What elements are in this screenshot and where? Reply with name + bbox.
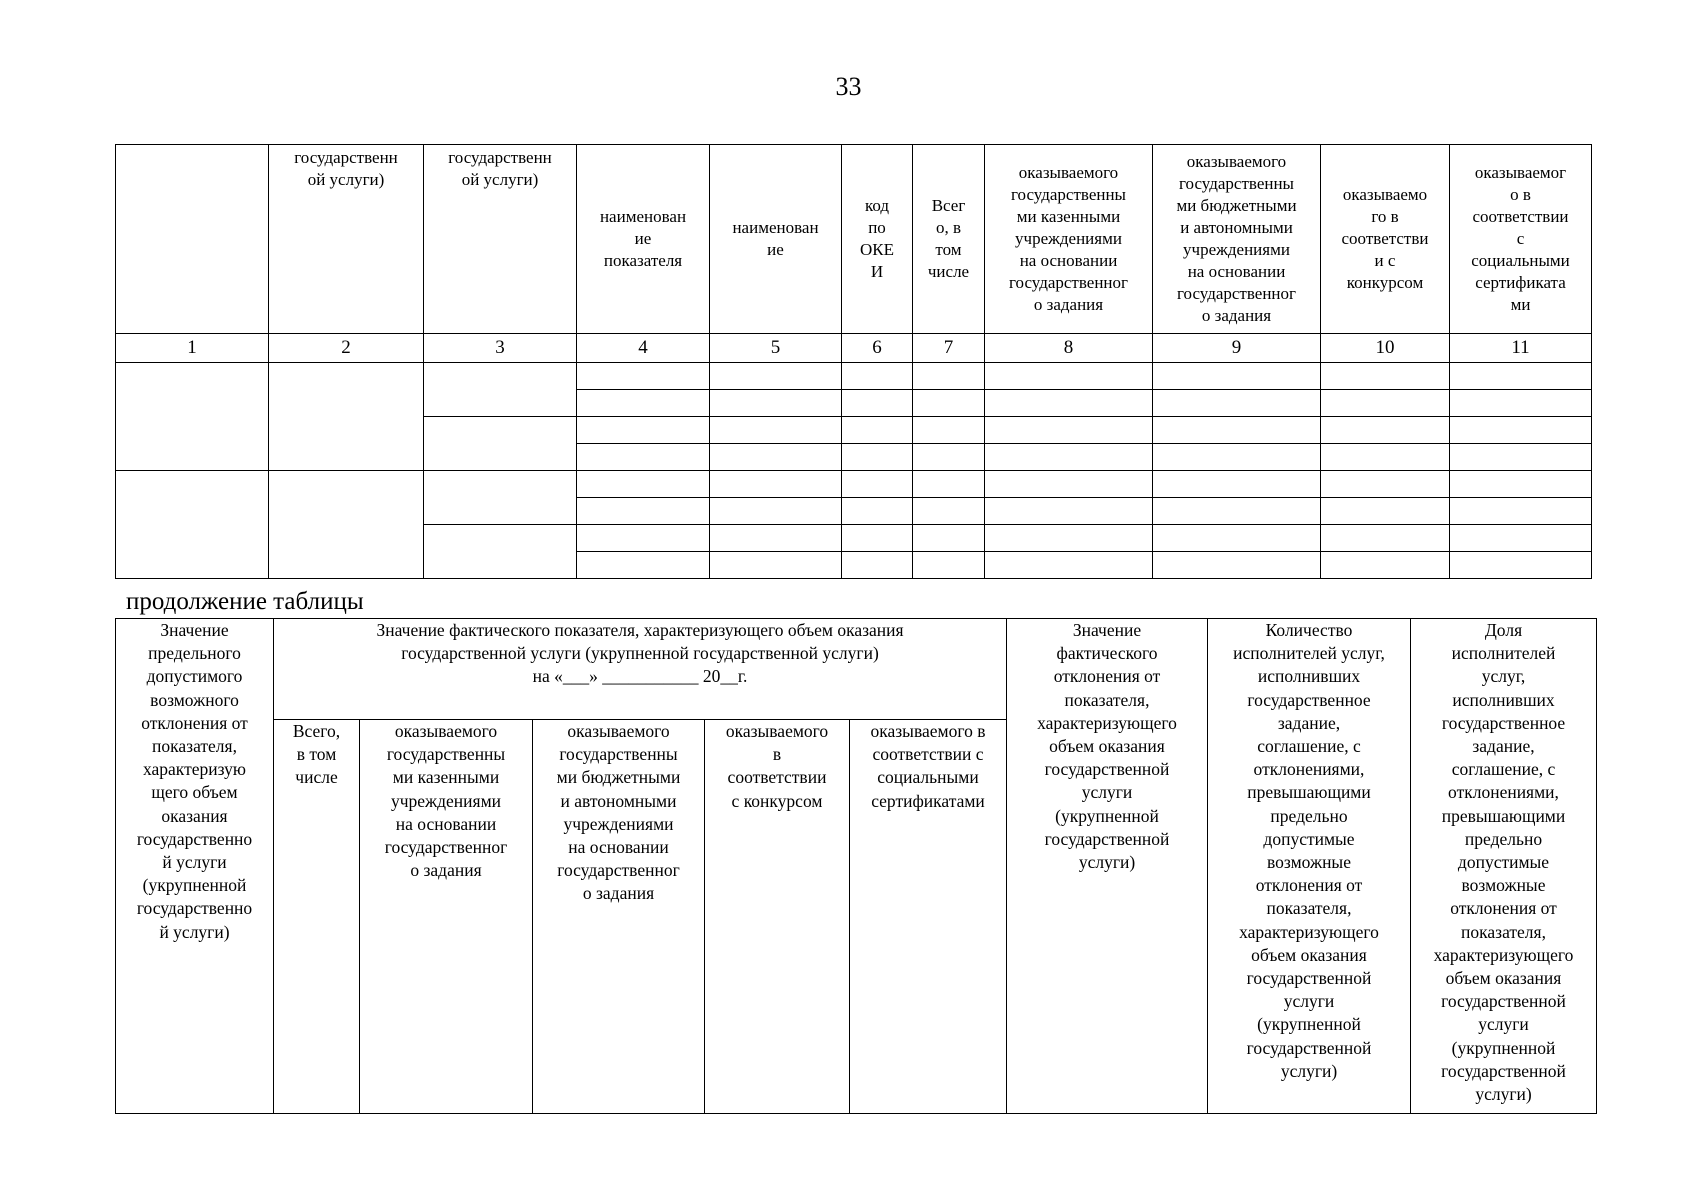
empty-cell [1321, 525, 1450, 552]
column-number: 6 [842, 334, 913, 363]
column-number: 3 [424, 334, 577, 363]
budget-institutions-subheader: оказываемого государственны ми бюджетными и автономными учреждениями на основании государственног о задания [533, 720, 705, 1114]
empty-cell [1321, 363, 1450, 390]
empty-cell [1450, 525, 1592, 552]
empty-cell [1153, 417, 1321, 444]
empty-cell [577, 444, 710, 471]
table-header-row [116, 145, 1592, 334]
continuation-table [115, 618, 1597, 1114]
empty-cell [842, 525, 913, 552]
empty-cell [116, 363, 269, 471]
empty-cell [577, 552, 710, 579]
empty-cell [1153, 471, 1321, 498]
empty-cell [116, 471, 269, 579]
empty-cell [1450, 498, 1592, 525]
empty-cell [577, 471, 710, 498]
empty-cell [985, 444, 1153, 471]
empty-cell [1450, 552, 1592, 579]
empty-cell [842, 390, 913, 417]
column-number: 9 [1153, 334, 1321, 363]
empty-cell [913, 363, 985, 390]
empty-cell [1450, 417, 1592, 444]
empty-cell [913, 417, 985, 444]
empty-cell [985, 471, 1153, 498]
header-cell-8: оказываемого государственны ми казенными учреждениями на основании государственног о задания [985, 145, 1153, 334]
empty-cell [1321, 390, 1450, 417]
empty-cell [1153, 390, 1321, 417]
empty-cell [424, 525, 577, 579]
max-deviation-header: Значение предельного допустимого возможного отклонения от показателя, характеризую щего объем оказания государственно й услуги (укрупненной государственно й услуги) [116, 619, 274, 1114]
column-number: 7 [913, 334, 985, 363]
empty-cell [842, 552, 913, 579]
header-cell-2: государственн ой услуги) [269, 145, 424, 334]
empty-cell [1321, 498, 1450, 525]
empty-cell [1450, 444, 1592, 471]
empty-cell [577, 417, 710, 444]
column-number: 1 [116, 334, 269, 363]
column-number: 11 [1450, 334, 1592, 363]
performers-count-header: Количество исполнителей услуг, исполнивших государственное задание, соглашение, с отклонениями, превышающими предельно допустимые возможные отклонения от показателя, характеризующего объем оказания государственной услуги (укрупненной государственной услуги) [1208, 619, 1411, 1114]
empty-cell [1321, 444, 1450, 471]
actual-indicator-group-header: Значение фактического показателя, характеризующего объем оказания государственной услуги (укрупненной государственной услуги) на «___» ___________ 20__г. [274, 619, 1007, 720]
empty-cell [985, 417, 1153, 444]
empty-cell [577, 390, 710, 417]
total-subheader: Всего, в том числе [274, 720, 360, 1114]
header-cell-5: наименован ие [710, 145, 842, 334]
table-row [116, 471, 1592, 498]
header-cell-3: государственн ой услуги) [424, 145, 577, 334]
empty-cell [710, 552, 842, 579]
empty-cell [710, 471, 842, 498]
empty-cell [424, 363, 577, 417]
actual-deviation-header: Значение фактического отклонения от показателя, характеризующего объем оказания государственной услуги (укрупненной государственной услуги) [1007, 619, 1208, 1114]
empty-cell [913, 471, 985, 498]
column-number: 4 [577, 334, 710, 363]
empty-cell [985, 363, 1153, 390]
empty-cell [577, 363, 710, 390]
empty-cell [913, 390, 985, 417]
header-cell-4: наименован ие показателя [577, 145, 710, 334]
empty-cell [1153, 498, 1321, 525]
empty-cell [710, 498, 842, 525]
column-number: 8 [985, 334, 1153, 363]
header-cell-10: оказываемо го в соответстви и с конкурсом [1321, 145, 1450, 334]
performers-share-header: Доля исполнителей услуг, исполнивших государственное задание, соглашение, с отклонениями, превышающими предельно допустимые возможные отклонения от показателя, характеризующего объем оказания государственной услуги (укрупненной государственной услуги) [1411, 619, 1597, 1114]
empty-cell [842, 417, 913, 444]
empty-cell [985, 498, 1153, 525]
table-row [116, 363, 1592, 390]
empty-cell [710, 444, 842, 471]
page-number: 33 [835, 72, 862, 101]
empty-cell [1321, 552, 1450, 579]
column-number: 5 [710, 334, 842, 363]
empty-cell [842, 498, 913, 525]
empty-cell [424, 417, 577, 471]
empty-cell [1450, 390, 1592, 417]
empty-cell [842, 363, 913, 390]
empty-cell [577, 498, 710, 525]
competition-subheader: оказываемого в соответствии с конкурсом [705, 720, 850, 1114]
empty-cell [913, 498, 985, 525]
empty-cell [842, 471, 913, 498]
column-number: 10 [1321, 334, 1450, 363]
empty-cell [913, 552, 985, 579]
continuation-caption: продолжение таблицы [126, 588, 364, 615]
empty-cell [710, 363, 842, 390]
column-number: 2 [269, 334, 424, 363]
empty-cell [985, 390, 1153, 417]
header-cell-11: оказываемог о в соответствии с социальными сертификата ми [1450, 145, 1592, 334]
empty-cell [1153, 444, 1321, 471]
empty-cell [710, 525, 842, 552]
empty-cell [710, 390, 842, 417]
empty-cell [1153, 363, 1321, 390]
table-header-row [116, 619, 1597, 720]
indicator-table [115, 144, 1592, 579]
empty-cell [1153, 525, 1321, 552]
column-number-row [116, 334, 1592, 363]
empty-cell [1321, 417, 1450, 444]
empty-cell [913, 525, 985, 552]
empty-cell [424, 471, 577, 525]
empty-cell [269, 471, 424, 579]
state-institutions-subheader: оказываемого государственны ми казенными учреждениями на основании государственног о задания [360, 720, 533, 1114]
header-cell-6: код по ОКЕ И [842, 145, 913, 334]
empty-cell [1450, 471, 1592, 498]
empty-cell [913, 444, 985, 471]
header-cell-9: оказываемого государственны ми бюджетными и автономными учреждениями на основании государственног о задания [1153, 145, 1321, 334]
empty-cell [710, 417, 842, 444]
header-cell-7: Всег о, в том числе [913, 145, 985, 334]
empty-cell [1321, 471, 1450, 498]
empty-cell [1153, 552, 1321, 579]
empty-cell [985, 525, 1153, 552]
header-cell-1 [116, 145, 269, 334]
empty-cell [842, 444, 913, 471]
empty-cell [269, 363, 424, 471]
social-certificates-subheader: оказываемого в соответствии с социальными сертификатами [850, 720, 1007, 1114]
empty-cell [1450, 363, 1592, 390]
empty-cell [985, 552, 1153, 579]
empty-cell [577, 525, 710, 552]
